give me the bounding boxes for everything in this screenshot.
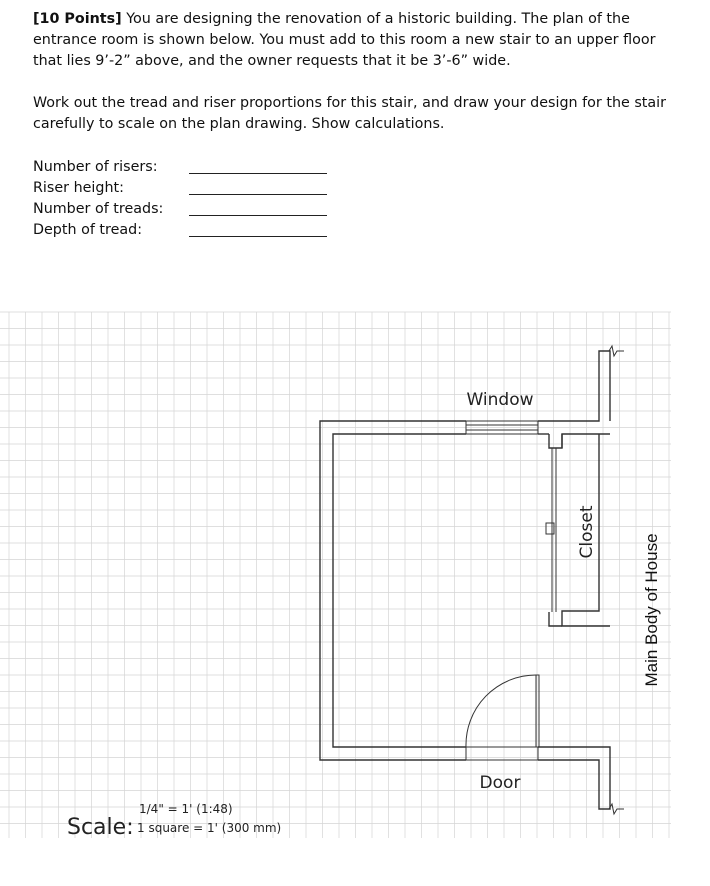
scale-ratio: 1/4" = 1' (1:48) xyxy=(139,802,233,816)
problem-paragraph-2: Work out the tread and riser proportions for this stair, and draw your design for the stair carefully to scale on the plan drawing. Show calculations. xyxy=(33,95,667,132)
wall-break-marks xyxy=(603,346,624,814)
answer-label: Riser height: xyxy=(33,180,124,196)
door-label: Door xyxy=(479,773,521,793)
grid-paper xyxy=(0,312,671,838)
scale-square: 1 square = 1' (300 mm) xyxy=(137,821,282,835)
house-label: Main Body of House xyxy=(642,533,661,687)
window-label: Window xyxy=(466,390,534,410)
answer-label: Depth of tread: xyxy=(33,222,143,238)
answer-label: Number of treads: xyxy=(33,201,164,217)
points-label: [10 Points] xyxy=(33,11,122,27)
answer-label: Number of risers: xyxy=(33,159,158,175)
problem-text-1: You are designing the renovation of a historic building. The plan of the entrance room is shown below. You must add to this room a new stair to an upper floor that lies 9’-2” above, and the owner requests that it be 3’-6” wide. xyxy=(33,11,656,69)
scale-word: Scale: xyxy=(67,815,134,840)
closet-label: Closet xyxy=(577,505,597,559)
scale-note xyxy=(67,802,281,840)
room-walls xyxy=(320,351,610,809)
door xyxy=(466,675,539,760)
